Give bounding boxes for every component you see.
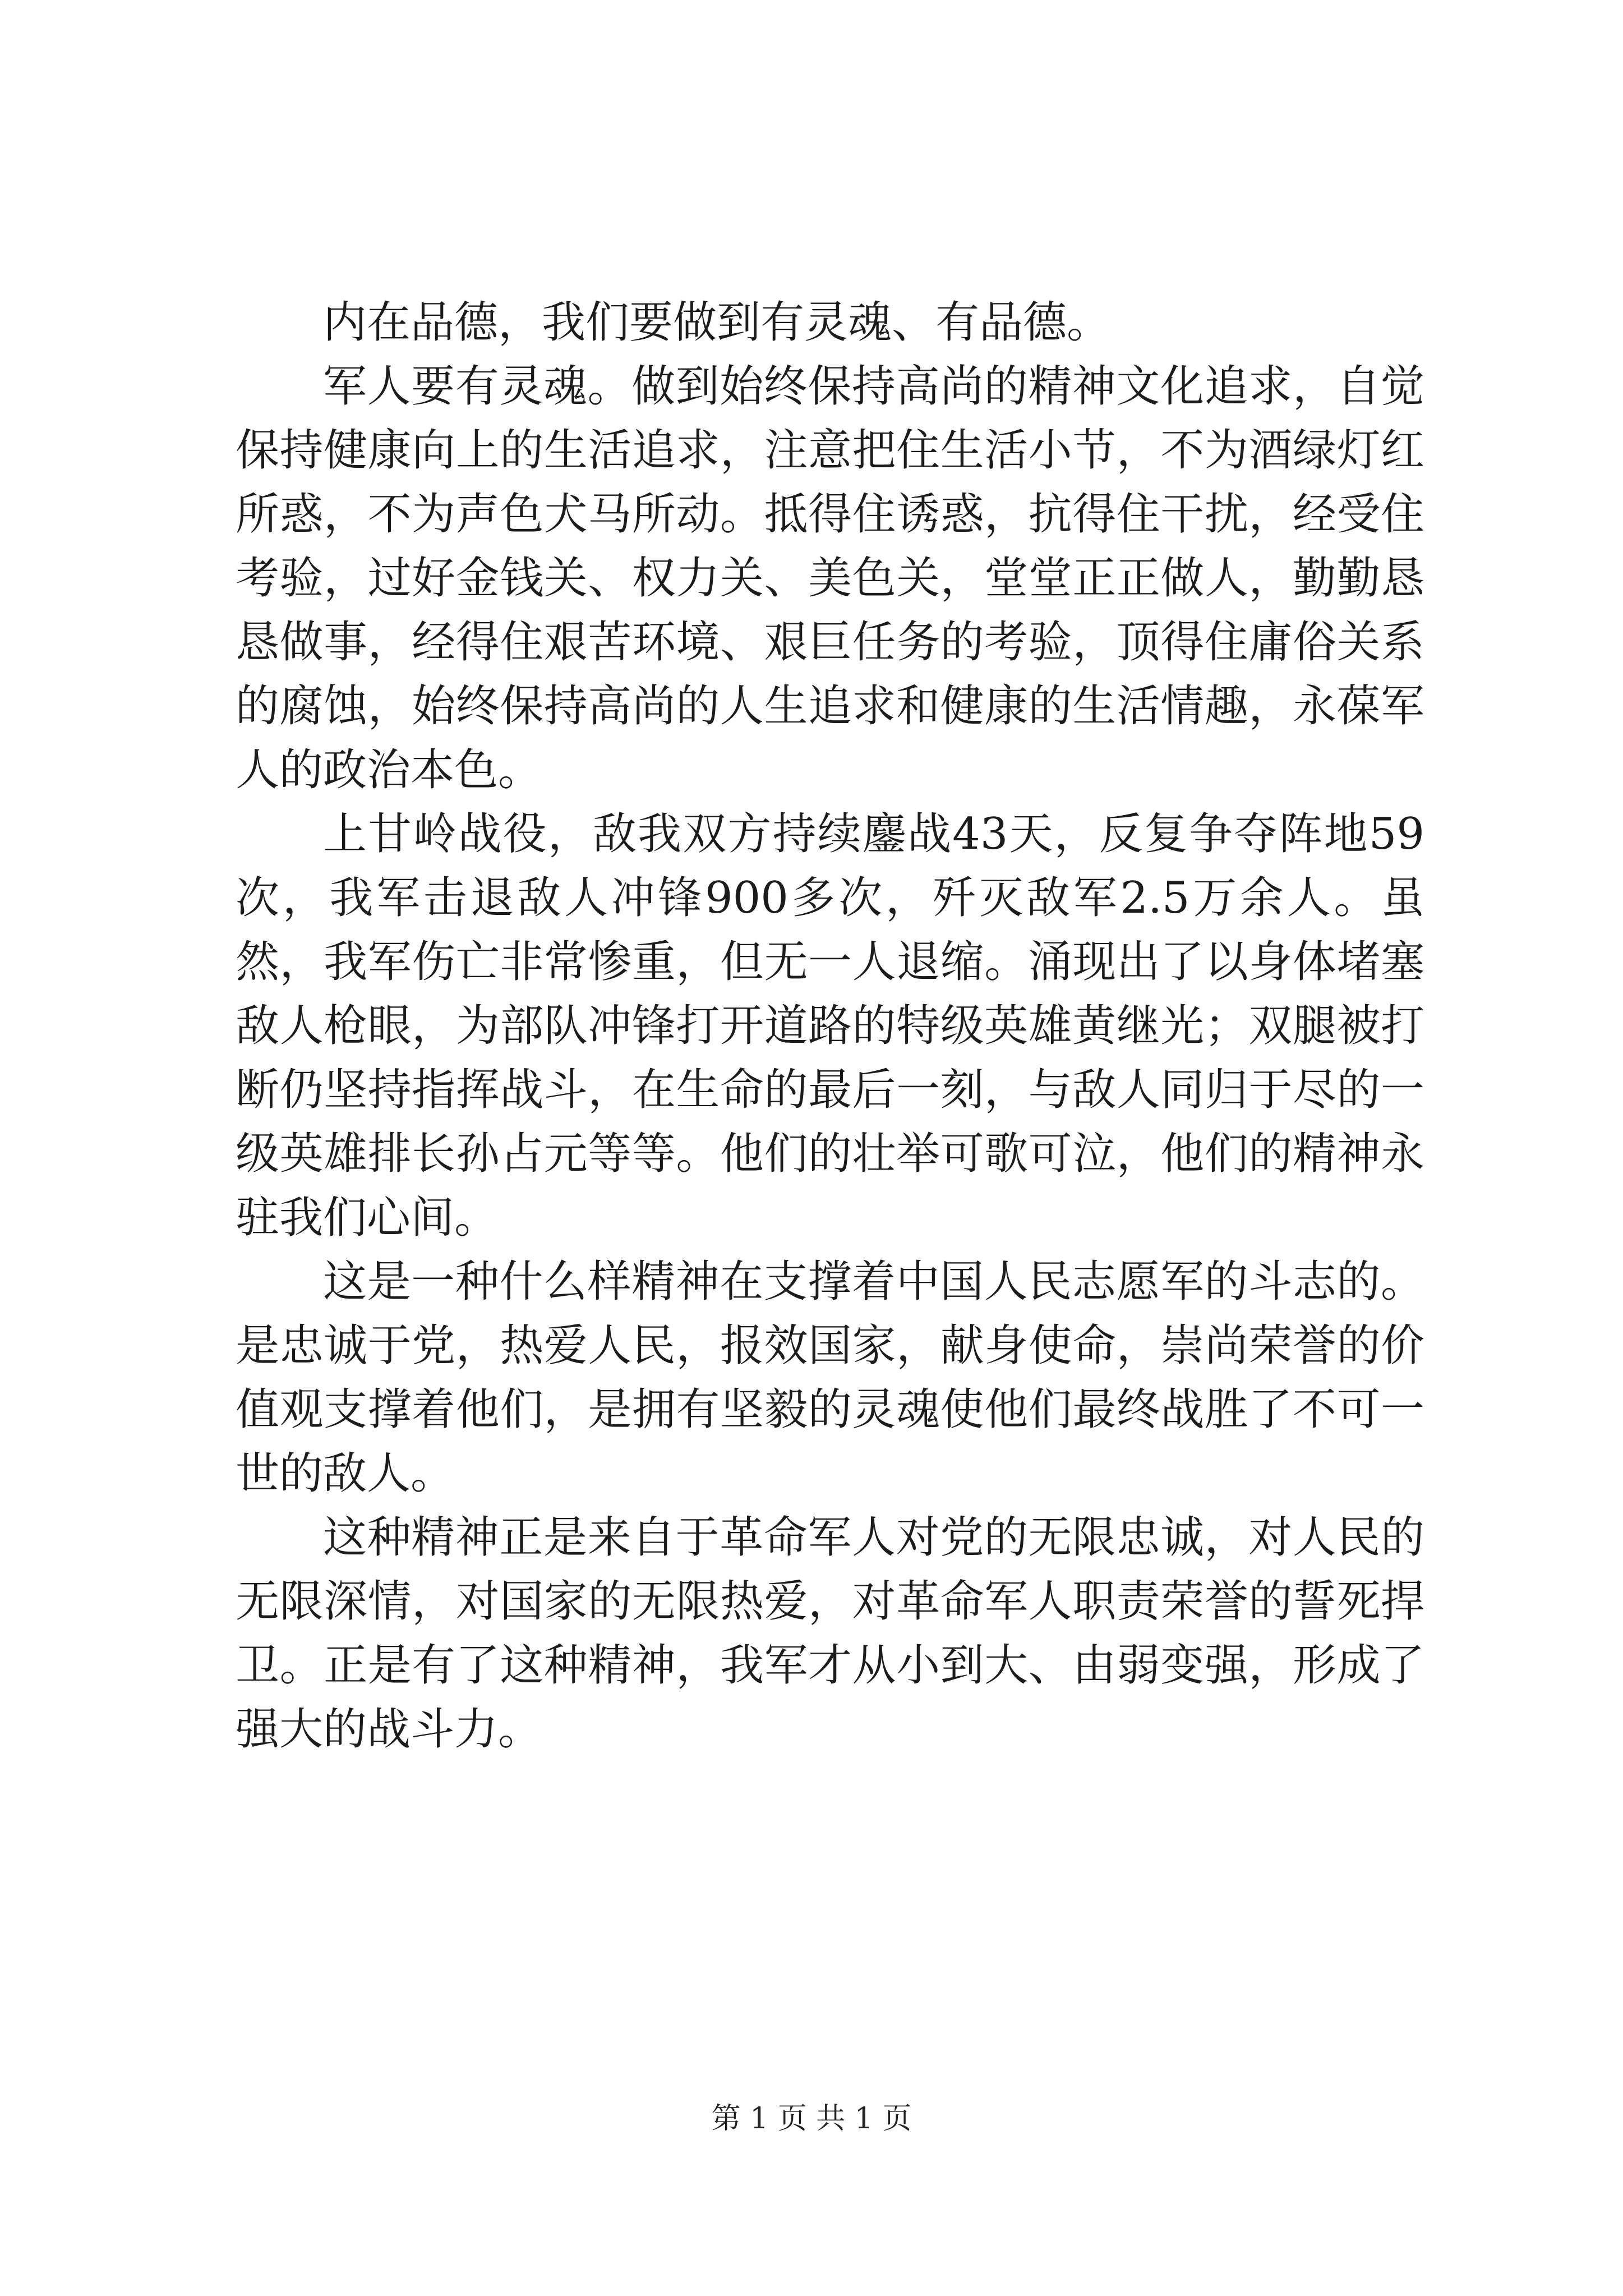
page-number-footer: 第 1 页 共 1 页 xyxy=(711,2102,912,2136)
paragraph-2: 军人要有灵魂。做到始终保持高尚的精神文化追求，自觉保持健康向上的生活追求，注意把住生活小节，不为酒绿灯红所惑，不为声色犬马所动。抵得住诱惑，抗得住干扰，经受住考验，过好金钱关、权力关、美色关，堂堂正正做人，勤勤恳恳做事，经得住艰苦环境、艰巨任务的考验，顶得住庸俗关系的腐蚀，始终保持高尚的人生追求和健康的生活情趣，永葆军人的政治本色。 xyxy=(236,361,1424,795)
document-body xyxy=(236,291,1424,1761)
paragraph-3: 上甘岭战役，敌我双方持续鏖战43天，反复争夺阵地59次，我军击退敌人冲锋900多次，歼灭敌军2.5万余人。虽然，我军伤亡非常惨重，但无一人退缩。涌现出了以身体堵塞敌人枪眼，为部队冲锋打开道路的特级英雄黄继光；双腿被打断仍坚持指挥战斗，在生命的最后一刻，与敌人同归于尽的一级英雄排长孙占元等等。他们的壮举可歌可泣，他们的精神永驻我们心间。 xyxy=(236,809,1424,1243)
paragraph-1: 内在品德，我们要做到有灵魂、有品德。 xyxy=(323,297,1111,348)
paragraph-5: 这种精神正是来自于革命军人对党的无限忠诚，对人民的无限深情，对国家的无限热爱，对革命军人职责荣誉的誓死捍卫。正是有了这种精神，我军才从小到大、由弱变强，形成了强大的战斗力。 xyxy=(236,1512,1424,1755)
paragraph-4: 这是一种什么样精神在支撑着中国人民志愿军的斗志的。是忠诚于党，热爱人民，报效国家，献身使命，崇尚荣誉的价值观支撑着他们，是拥有坚毅的灵魂使他们最终战胜了不可一世的敌人。 xyxy=(236,1257,1424,1499)
